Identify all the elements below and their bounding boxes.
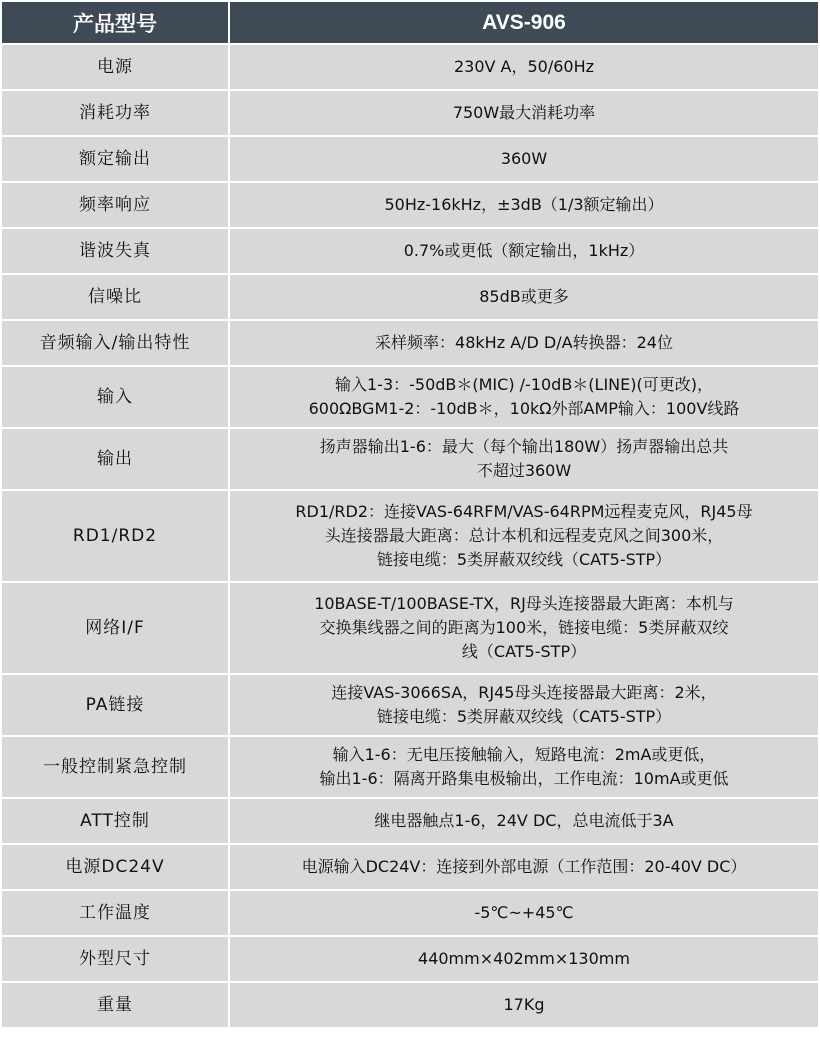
- row-value: [230, 491, 818, 581]
- value-line: 扬声器输出1-6：最大（每个输出180W）扬声器输出总共: [319, 437, 729, 456]
- header-label: 产品型号: [2, 2, 228, 43]
- table-row: [2, 275, 818, 319]
- row-label: 消耗功率: [2, 91, 228, 135]
- value-line: 链接电缆：5类屏蔽双绞线（CAT5-STP）: [376, 550, 672, 569]
- value-line: RD1/RD2：连接VAS-64RFM/VAS-64RPM远程麦克风，RJ45母: [295, 502, 753, 521]
- row-value: 440mm×402mm×130mm: [230, 937, 818, 981]
- row-label: 信噪比: [2, 275, 228, 319]
- table-row: [2, 429, 818, 489]
- table-row: [2, 45, 818, 89]
- table-row: [2, 229, 818, 273]
- value-line: 600ΩBGM1-2：-10dB＊，10kΩ外部AMP输入：100V线路: [308, 399, 740, 418]
- row-value: [230, 367, 818, 427]
- table-row: [2, 491, 818, 581]
- table-row: [2, 737, 818, 797]
- header-model: AVS-906: [230, 2, 818, 43]
- table-row: [2, 845, 818, 889]
- value-line: 交换集线器之间的距离为100米，链接电缆：5类屏蔽双绞: [319, 618, 729, 637]
- value-line: 输入1-3：-50dB＊(MIC) /-10dB＊(LINE)(可更改)，: [334, 375, 713, 394]
- row-label: 输入: [2, 367, 228, 427]
- table-row: [2, 799, 818, 843]
- row-label: 工作温度: [2, 891, 228, 935]
- row-value: 230V A，50/60Hz: [230, 45, 818, 89]
- row-value: 0.7%或更低（额定输出，1kHz）: [230, 229, 818, 273]
- value-line: 链接电缆：5类屏蔽双绞线（CAT5-STP）: [376, 707, 672, 726]
- table-row: [2, 891, 818, 935]
- table-row: [2, 675, 818, 735]
- row-label: 频率响应: [2, 183, 228, 227]
- row-label: 电源: [2, 45, 228, 89]
- value-line: 头连接器最大距离：总计本机和远程麦克风之间300米，: [324, 526, 724, 545]
- row-label: 一般控制紧急控制: [2, 737, 228, 797]
- value-line: 输出1-6：隔离开路集电极输出，工作电流：10mA或更低: [319, 769, 729, 788]
- table-row: [2, 137, 818, 181]
- row-label: 额定输出: [2, 137, 228, 181]
- row-value: 750W最大消耗功率: [230, 91, 818, 135]
- row-label: 重量: [2, 983, 228, 1027]
- table-row: [2, 983, 818, 1027]
- value-line: 线（CAT5-STP）: [461, 642, 587, 661]
- row-label: RD1/RD2: [2, 491, 228, 581]
- table-row: [2, 183, 818, 227]
- value-line: 输入1-6：无电压接触输入，短路电流：2mA或更低，: [332, 745, 716, 764]
- table-row: [2, 937, 818, 981]
- row-value: 360W: [230, 137, 818, 181]
- row-value: 采样频率：48kHz A/D D/A转换器：24位: [230, 321, 818, 365]
- row-label: ATT控制: [2, 799, 228, 843]
- table-row: [2, 583, 818, 673]
- table-header-row: [2, 2, 818, 43]
- row-value: 继电器触点1-6，24V DC，总电流低于3A: [230, 799, 818, 843]
- row-label: 网络I/F: [2, 583, 228, 673]
- row-value: 17Kg: [230, 983, 818, 1027]
- row-value: -5℃~+45℃: [230, 891, 818, 935]
- row-label: 谐波失真: [2, 229, 228, 273]
- row-value: 电源输入DC24V：连接到外部电源（工作范围：20-40V DC）: [230, 845, 818, 889]
- row-label: 音频输入/输出特性: [2, 321, 228, 365]
- row-label: 电源DC24V: [2, 845, 228, 889]
- value-line: 不超过360W: [476, 461, 572, 480]
- row-label: 输出: [2, 429, 228, 489]
- value-line: 10BASE-T/100BASE-TX，RJ母头连接器最大距离：本机与: [314, 594, 734, 613]
- table-row: [2, 367, 818, 427]
- table-row: [2, 321, 818, 365]
- table-row: [2, 91, 818, 135]
- row-value: 85dB或更多: [230, 275, 818, 319]
- value-line: 连接VAS-3066SA，RJ45母头连接器最大距离：2米，: [331, 683, 717, 702]
- row-value: [230, 737, 818, 797]
- row-value: [230, 583, 818, 673]
- row-value: 50Hz-16kHz，±3dB（1/3额定输出）: [230, 183, 818, 227]
- row-label: 外型尺寸: [2, 937, 228, 981]
- row-value: [230, 675, 818, 735]
- row-label: PA链接: [2, 675, 228, 735]
- row-value: [230, 429, 818, 489]
